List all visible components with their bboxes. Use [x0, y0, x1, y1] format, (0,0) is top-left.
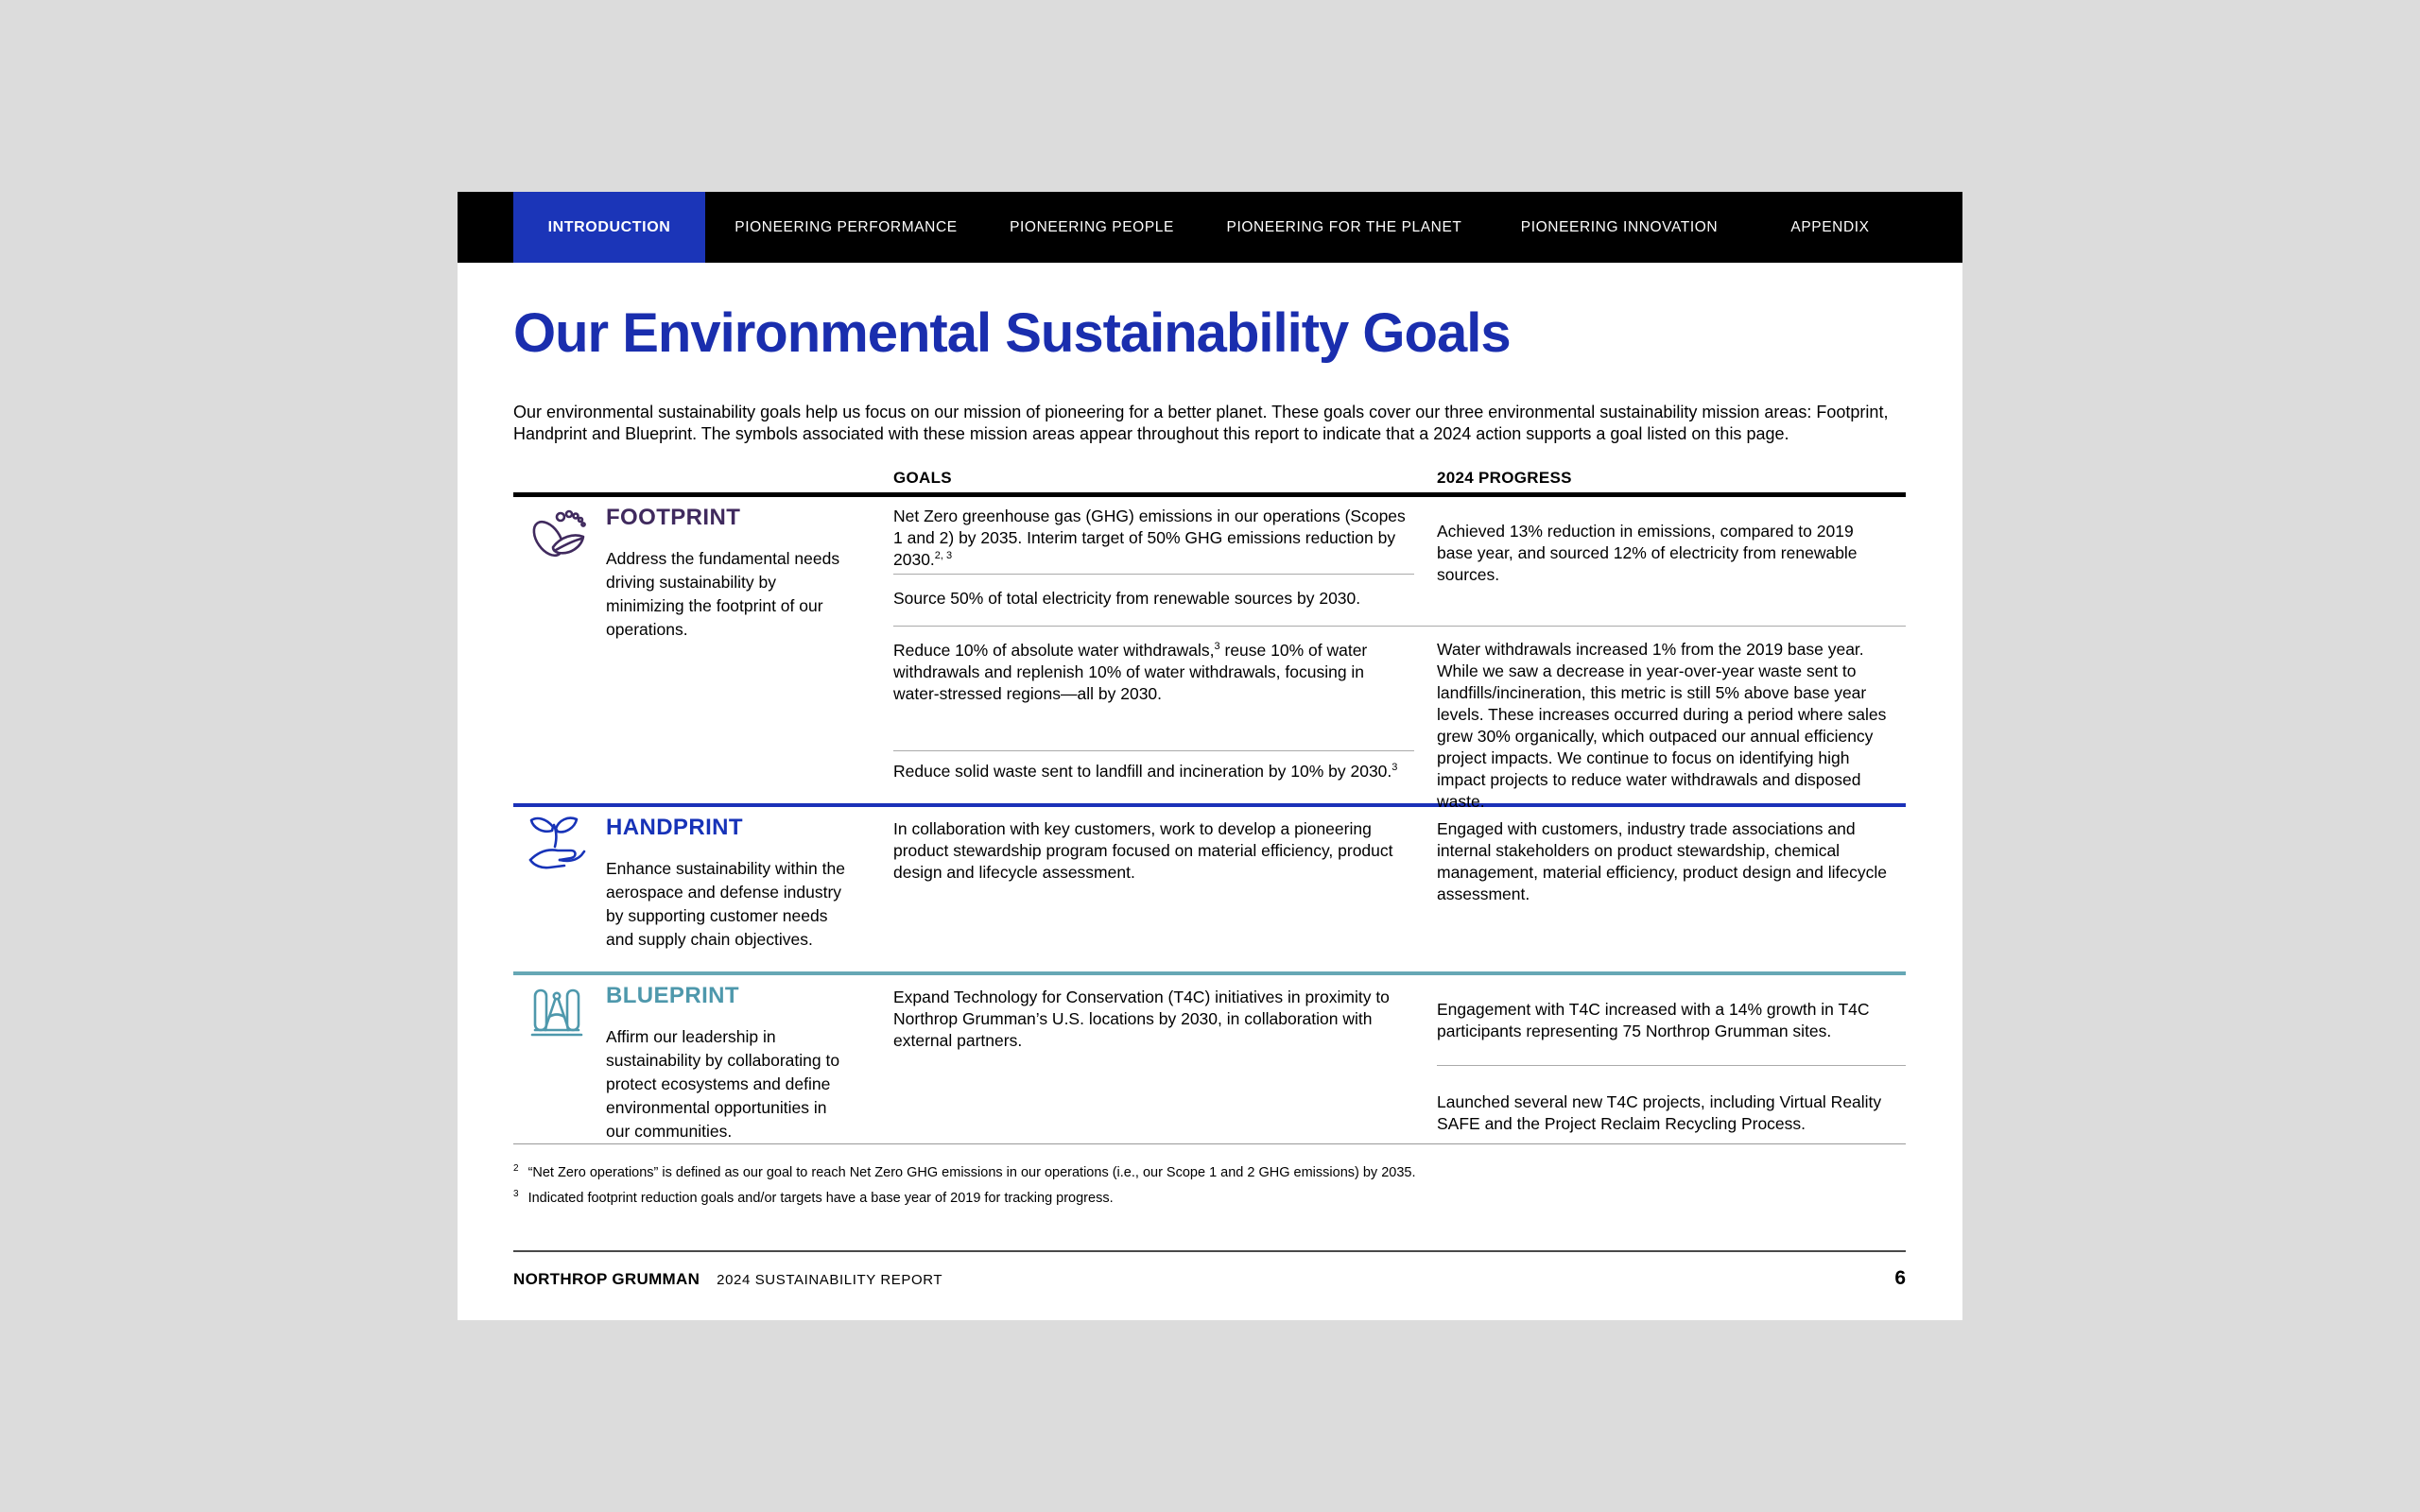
top-navigation-bar — [458, 192, 1962, 263]
section-footprint — [513, 497, 1906, 811]
handprint-progress-cell — [1437, 807, 1906, 971]
handprint-description: Enhance sustainability within the aerospace and defense industry by supporting customer needs and supply chain objectives. — [606, 859, 845, 949]
handprint-icon-cell — [513, 807, 606, 971]
hand-holding-plant-icon — [527, 815, 587, 875]
footer-brand-logo: NORTHROP GRUMMAN — [513, 1270, 700, 1288]
footprint-progress-emissions: Achieved 13% reduction in emissions, compared to 2019 base year, and sourced 12% of electricity from renewable sources. — [1437, 522, 1858, 584]
blueprint-progress-projects: Launched several new T4C projects, including Virtual Reality SAFE and the Project Reclaim Recycling Process. — [1437, 1092, 1882, 1133]
tab-appendix[interactable]: APPENDIX — [1790, 218, 1870, 235]
footnote-2: $^2$ “Net Zero operations” is defined as our goal to reach Net Zero GHG emissions in our operations (i.e., our Scope 1 and 2 GHG emissions) by 2035. — [513, 1163, 1416, 1180]
footprint-goal-waste: Reduce solid waste sent to landfill and incineration by 10% by 2030.$^3$ — [893, 762, 1398, 781]
footprint-goal-renewables: Source 50% of total electricity from renewable sources by 2030. — [893, 589, 1361, 608]
blueprint-progress-cell — [1437, 975, 1906, 1143]
footnote-3: $^3$ Indicated footprint reduction goals and/or targets have a base year of 2019 for tracking progress. — [513, 1189, 1114, 1206]
blueprint-goals-cell — [893, 975, 1414, 1143]
handprint-progress-engagement: Engaged with customers, industry trade associations and internal stakeholders on product stewardship, chemical management, material efficiency, product design and lifecycle assessment. — [1437, 819, 1887, 903]
handprint-goal-stewardship: In collaboration with key customers, work to develop a pioneering product stewardship program focused on material efficiency, product design and lifecycle assessment. — [893, 819, 1393, 882]
footnote-3-marker: 3 — [513, 1189, 519, 1200]
table-header-row — [513, 466, 1906, 497]
footprint-icon-cell — [513, 497, 606, 803]
section-handprint — [513, 807, 1906, 975]
footprint-progress-water-waste: Water withdrawals increased 1% from the 2019 base year. While we saw a decrease in year-over-year waste sent to landfills/incineration, this metric is still 5% above base year levels. These increases occurred during a period where sales grew 30% organically, which outpaced our annual efficiency project impacts. We continue to focus on identifying high impact projects to reduce water withdrawals and disposed waste. — [1437, 640, 1887, 811]
tab-pioneering-innovation[interactable]: PIONEERING INNOVATION — [1520, 218, 1719, 235]
goals-column-header: GOALS — [893, 469, 952, 487]
blueprint-title: BLUEPRINT — [606, 983, 739, 1008]
footprint-description: Address the fundamental needs driving sustainability by minimizing the footprint of our operations. — [606, 549, 840, 639]
row-separator — [893, 626, 1906, 627]
intro-paragraph: Our environmental sustainability goals help us focus on our mission of pioneering for a better planet. These goals cover our three environmental sustainability mission areas: Footprint, Handprint and Blueprint. The symbols associated with these mission areas appear throughout this report to indicate that a 2024 action supports a goal listed on this page. — [513, 403, 1889, 443]
tab-pioneering-performance[interactable]: PIONEERING PERFORMANCE — [735, 218, 958, 235]
handprint-goals-cell — [893, 807, 1414, 971]
footprint-title: FOOTPRINT — [606, 505, 741, 530]
blueprint-desc-cell — [606, 975, 893, 1143]
tab-introduction[interactable]: INTRODUCTION — [513, 192, 705, 263]
blueprint-goal-t4c: Expand Technology for Conservation (T4C) initiatives in proximity to Northrop Grumman’s U.S. locations by 2030, in collaboration with external partners. — [893, 988, 1390, 1050]
footprint-goals-cell — [893, 497, 1414, 803]
footnote-2-marker: 2 — [513, 1163, 519, 1175]
goals-table — [513, 466, 1906, 1144]
page-title: Our Environmental Sustainability Goals — [513, 302, 1511, 364]
page-number: 6 — [1894, 1267, 1906, 1289]
footprint-progress-cell — [1437, 497, 1906, 811]
column-gap — [1414, 807, 1437, 971]
handprint-title: HANDPRINT — [606, 815, 743, 840]
page-footer — [513, 1267, 1906, 1290]
blueprint-progress-growth: Engagement with T4C increased with a 14% growth in T4C participants representing 75 Northrop Grumman sites. — [1437, 975, 1906, 1066]
footprint-goal-net-zero: Net Zero greenhouse gas (GHG) emissions in our operations (Scopes 1 and 2) by 2035. Interim target of 50% GHG emissions reduction by 2030.$^{2, 3}$ — [893, 497, 1414, 575]
footprint-goal-water: Reduce 10% of absolute water withdrawals,$^3$ reuse 10% of water withdrawals and replenish 10% of water withdrawals, focusing in water-stressed regions—all by 2030. — [893, 626, 1414, 751]
section-blueprint — [513, 975, 1906, 1144]
blueprint-compass-icon — [527, 983, 587, 1043]
tab-pioneering-people[interactable]: PIONEERING PEOPLE — [1010, 218, 1174, 235]
footer-report-title: 2024 SUSTAINABILITY REPORT — [717, 1272, 943, 1288]
footer-divider — [513, 1250, 1906, 1252]
column-gap — [1414, 497, 1437, 803]
handprint-desc-cell — [606, 807, 893, 971]
tab-pioneering-for-the-planet[interactable]: PIONEERING FOR THE PLANET — [1226, 218, 1462, 235]
blueprint-icon-cell — [513, 975, 606, 1143]
column-gap — [1414, 975, 1437, 1143]
blueprint-description: Affirm our leadership in sustainability by collaborating to protect ecosystems and define environmental opportunities in our communities. — [606, 1027, 840, 1141]
footprint-leaf-icon — [527, 505, 587, 565]
footprint-desc-cell — [606, 497, 893, 803]
progress-column-header: 2024 PROGRESS — [1437, 469, 1572, 487]
report-page — [458, 192, 1962, 1320]
